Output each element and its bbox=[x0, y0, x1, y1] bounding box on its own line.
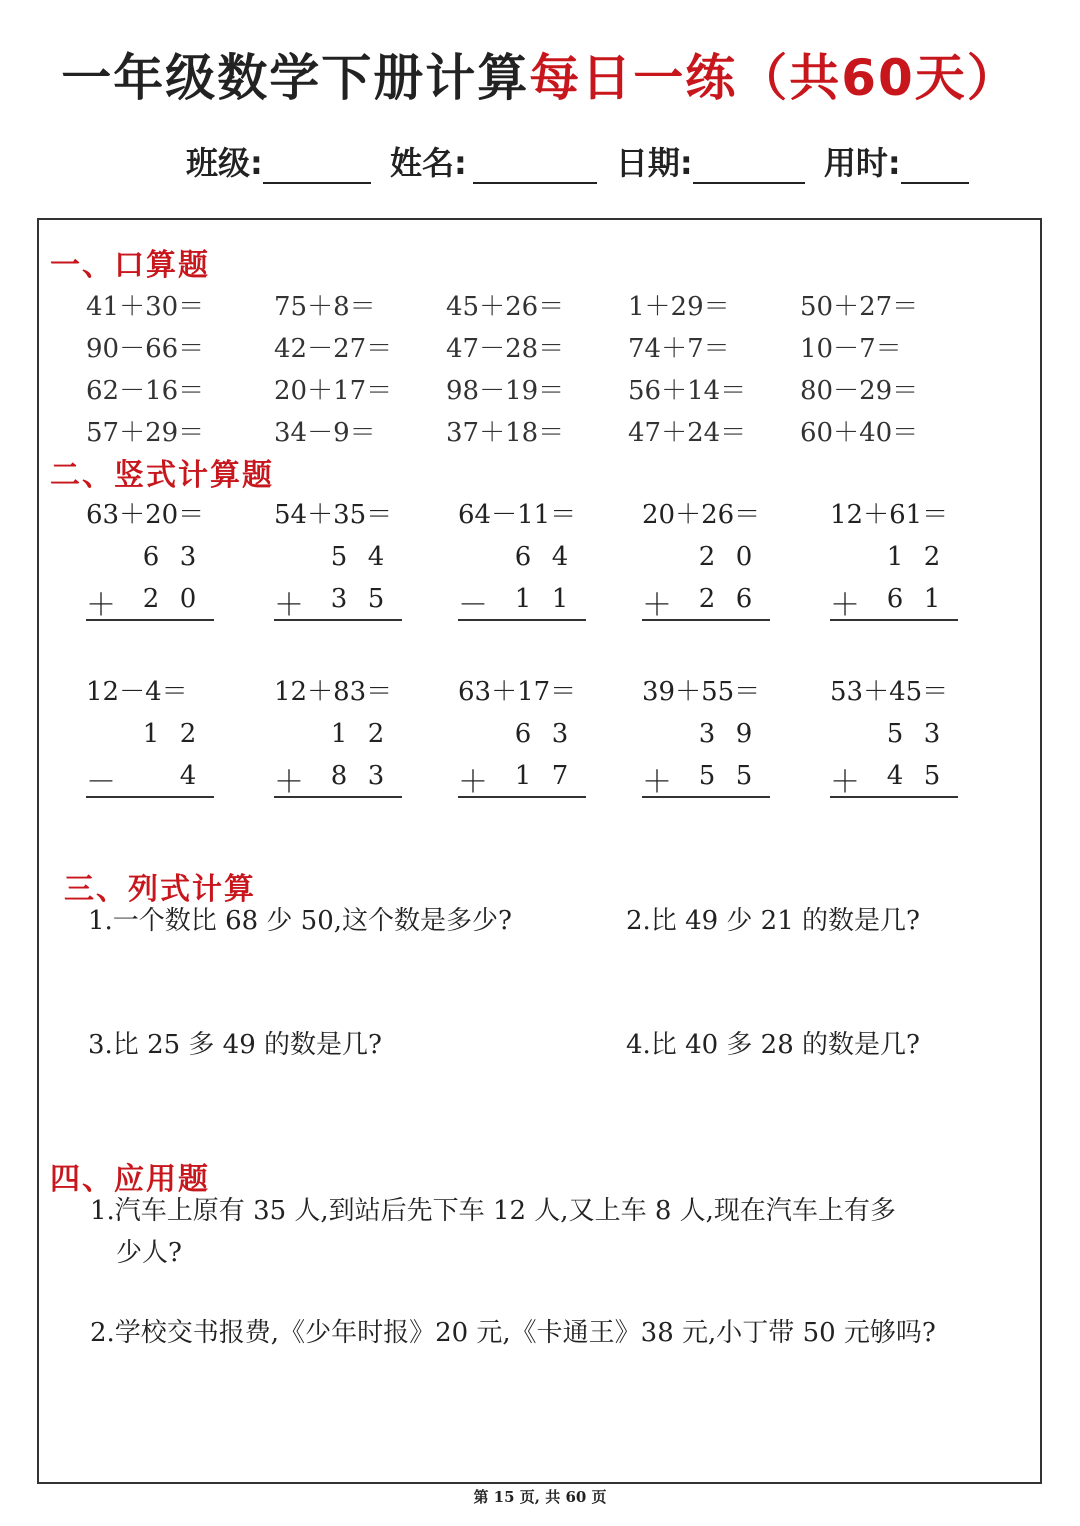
word-problem-2: 2.比 49 少 21 的数是几? bbox=[626, 906, 920, 936]
operator-sign: ＋ bbox=[830, 588, 860, 623]
page-footer: 第 15 页, 共 60 页 bbox=[473, 1488, 607, 1506]
top-digit: 4 bbox=[551, 542, 569, 572]
answer-line bbox=[642, 619, 770, 621]
oral-expression: 75＋8＝ bbox=[274, 292, 376, 322]
vertical-question: 12＋83＝ bbox=[274, 677, 393, 707]
bottom-digit: 5 bbox=[367, 584, 385, 614]
vertical-question: 54＋35＝ bbox=[274, 500, 393, 530]
operator-sign: ＋ bbox=[830, 765, 860, 800]
top-digit: 9 bbox=[735, 719, 753, 749]
answer-line bbox=[274, 619, 402, 621]
oral-expression: 20＋17＝ bbox=[274, 376, 393, 406]
bottom-digit: 2 bbox=[142, 584, 160, 614]
answer-line bbox=[830, 796, 958, 798]
word-problem-3: 3.比 25 多 49 的数是几? bbox=[88, 1030, 382, 1060]
top-digit: 1 bbox=[142, 719, 160, 749]
bottom-digit: 6 bbox=[735, 584, 753, 614]
bottom-digit: 1 bbox=[923, 584, 941, 614]
oral-expression: 1＋29＝ bbox=[628, 292, 730, 322]
vertical-question: 39＋55＝ bbox=[642, 677, 761, 707]
name-label: 姓名: bbox=[389, 144, 467, 182]
date-label: 日期: bbox=[615, 144, 693, 182]
top-digit: 6 bbox=[142, 542, 160, 572]
bottom-digit: 5 bbox=[923, 761, 941, 791]
vertical-question: 63＋17＝ bbox=[458, 677, 577, 707]
answer-line bbox=[642, 796, 770, 798]
answer-line bbox=[274, 796, 402, 798]
top-digit: 5 bbox=[886, 719, 904, 749]
application-problem-1-line2: 少人? bbox=[116, 1238, 182, 1268]
top-digit: 4 bbox=[367, 542, 385, 572]
top-digit: 1 bbox=[330, 719, 348, 749]
vertical-question: 20＋26＝ bbox=[642, 500, 761, 530]
bottom-digit: 1 bbox=[514, 584, 532, 614]
oral-expression: 47＋24＝ bbox=[628, 418, 747, 448]
title-red-part: 每日一练（共60天） bbox=[529, 49, 1019, 107]
class-label: 班级: bbox=[186, 144, 263, 182]
application-problem-1-line1: 1.汽车上原有 35 人,到站后先下车 12 人,又上车 8 人,现在汽车上有多 bbox=[90, 1196, 896, 1226]
student-info-row bbox=[186, 138, 977, 184]
answer-line bbox=[86, 796, 214, 798]
top-digit: 0 bbox=[735, 542, 753, 572]
top-digit: 3 bbox=[923, 719, 941, 749]
top-digit: 3 bbox=[179, 542, 197, 572]
operator-sign: ＋ bbox=[274, 765, 304, 800]
top-digit: 6 bbox=[514, 542, 532, 572]
vertical-question: 63＋20＝ bbox=[86, 500, 205, 530]
time-blank[interactable] bbox=[901, 148, 969, 184]
answer-line bbox=[458, 619, 586, 621]
bottom-digit: 1 bbox=[514, 761, 532, 791]
oral-expression: 10－7＝ bbox=[800, 334, 902, 364]
word-problem-1: 1.一个数比 68 少 50,这个数是多少? bbox=[88, 906, 512, 936]
oral-expression: 74＋7＝ bbox=[628, 334, 730, 364]
oral-expression: 60＋40＝ bbox=[800, 418, 919, 448]
bottom-digit: 6 bbox=[886, 584, 904, 614]
bottom-digit: 7 bbox=[551, 761, 569, 791]
time-label: 用时: bbox=[823, 144, 901, 182]
vertical-question: 12＋61＝ bbox=[830, 500, 949, 530]
bottom-digit: 5 bbox=[735, 761, 753, 791]
oral-expression: 42－27＝ bbox=[274, 334, 393, 364]
oral-expression: 98－19＝ bbox=[446, 376, 565, 406]
answer-line bbox=[86, 619, 214, 621]
page-title bbox=[0, 38, 1080, 110]
oral-expression: 62－16＝ bbox=[86, 376, 205, 406]
bottom-digit: 4 bbox=[886, 761, 904, 791]
bottom-digit: 8 bbox=[330, 761, 348, 791]
bottom-digit: 3 bbox=[330, 584, 348, 614]
oral-expression: 57＋29＝ bbox=[86, 418, 205, 448]
operator-sign: ＋ bbox=[642, 765, 672, 800]
bottom-digit: 2 bbox=[698, 584, 716, 614]
title-black-part: 一年级数学下册计算 bbox=[61, 49, 530, 107]
oral-expression: 50＋27＝ bbox=[800, 292, 919, 322]
answer-line bbox=[458, 796, 586, 798]
top-digit: 2 bbox=[923, 542, 941, 572]
oral-expression: 90－66＝ bbox=[86, 334, 205, 364]
bottom-digit: 0 bbox=[179, 584, 197, 614]
operator-sign: ＋ bbox=[458, 765, 488, 800]
operator-sign: ＋ bbox=[642, 588, 672, 623]
oral-expression: 41＋30＝ bbox=[86, 292, 205, 322]
section4-title: 四、应用题 bbox=[50, 1162, 210, 1197]
word-problem-4: 4.比 40 多 28 的数是几? bbox=[626, 1030, 920, 1060]
vertical-question: 64－11＝ bbox=[458, 500, 577, 530]
operator-sign: － bbox=[458, 588, 488, 623]
top-digit: 6 bbox=[514, 719, 532, 749]
oral-expression: 45＋26＝ bbox=[446, 292, 565, 322]
bottom-digit: 4 bbox=[179, 761, 197, 791]
operator-sign: － bbox=[86, 765, 116, 800]
answer-line bbox=[830, 619, 958, 621]
worksheet-frame bbox=[37, 218, 1042, 1484]
top-digit: 5 bbox=[330, 542, 348, 572]
oral-expression: 34－9＝ bbox=[274, 418, 376, 448]
oral-expression: 47－28＝ bbox=[446, 334, 565, 364]
bottom-digit: 1 bbox=[551, 584, 569, 614]
top-digit: 3 bbox=[551, 719, 569, 749]
bottom-digit: 5 bbox=[698, 761, 716, 791]
vertical-question: 12－4＝ bbox=[86, 677, 188, 707]
section3-title: 三、列式计算 bbox=[64, 872, 256, 907]
date-blank[interactable] bbox=[693, 148, 805, 184]
top-digit: 1 bbox=[886, 542, 904, 572]
operator-sign: ＋ bbox=[274, 588, 304, 623]
section2-title: 二、竖式计算题 bbox=[50, 458, 274, 493]
section1-title: 一、口算题 bbox=[50, 248, 210, 283]
oral-expression: 80－29＝ bbox=[800, 376, 919, 406]
top-digit: 3 bbox=[698, 719, 716, 749]
top-digit: 2 bbox=[179, 719, 197, 749]
name-blank[interactable] bbox=[473, 148, 597, 184]
bottom-digit: 3 bbox=[367, 761, 385, 791]
oral-expression: 56＋14＝ bbox=[628, 376, 747, 406]
oral-expression: 37＋18＝ bbox=[446, 418, 565, 448]
top-digit: 2 bbox=[367, 719, 385, 749]
class-blank[interactable] bbox=[263, 148, 371, 184]
top-digit: 2 bbox=[698, 542, 716, 572]
vertical-question: 53＋45＝ bbox=[830, 677, 949, 707]
operator-sign: ＋ bbox=[86, 588, 116, 623]
application-problem-2: 2.学校交书报费,《少年时报》20 元,《卡通王》38 元,小丁带 50 元够吗? bbox=[90, 1318, 936, 1348]
